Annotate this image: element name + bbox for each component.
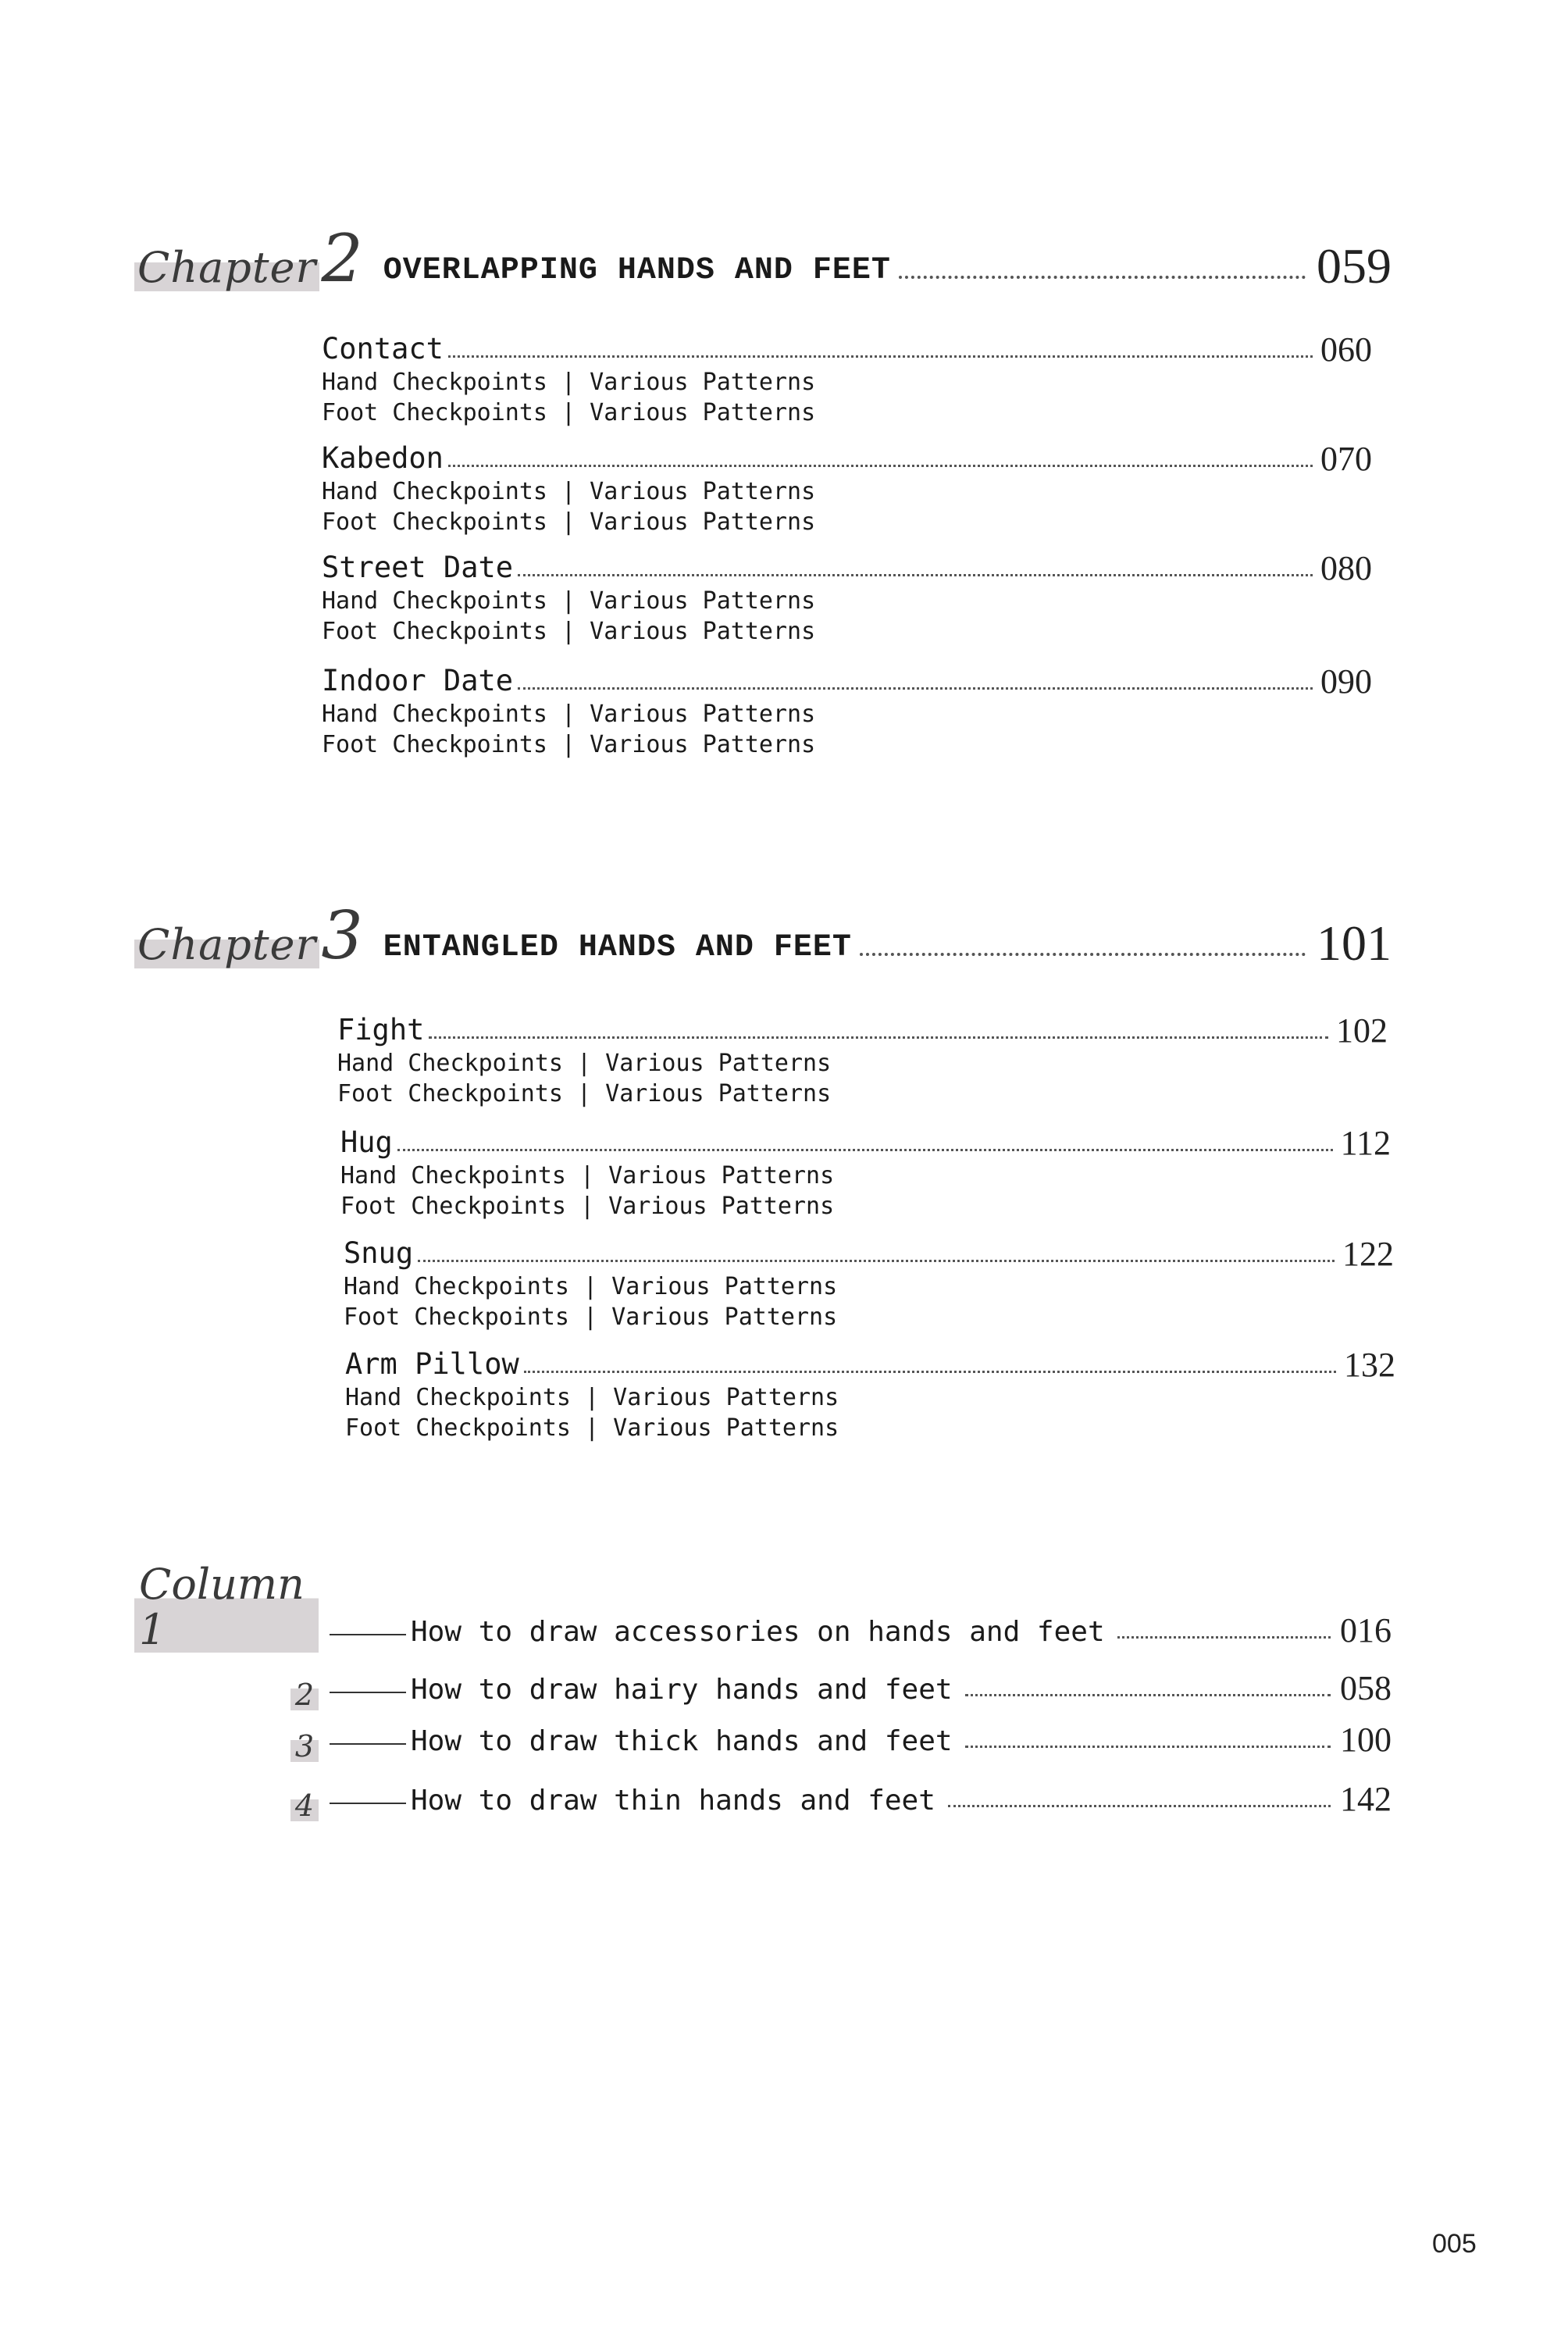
dash-rule <box>330 1743 406 1745</box>
entry-subline: Hand Checkpoints | Various Patterns <box>337 1050 832 1077</box>
chapter-page-number[interactable]: 059 <box>1317 238 1392 294</box>
entry-subline: Hand Checkpoints | Various Patterns <box>322 369 816 396</box>
column-label <box>134 1679 319 1710</box>
dash-rule <box>330 1692 406 1693</box>
entry-page-number[interactable]: 112 <box>1340 1124 1391 1162</box>
chapter-number: 2 <box>321 220 363 297</box>
column-title[interactable]: How to draw accessories on hands and feet <box>411 1616 1105 1648</box>
dot-leader <box>899 276 1306 279</box>
dot-leader <box>518 574 1313 576</box>
entry-subline: Foot Checkpoints | Various Patterns <box>340 1193 835 1220</box>
column-number: 2 <box>290 1679 319 1710</box>
chapter-3-label <box>134 897 363 974</box>
entry-title[interactable]: Street Date <box>322 551 514 584</box>
chapter-number: 3 <box>321 897 363 974</box>
column-entry-4[interactable] <box>134 1767 1392 1821</box>
chapter-page-number[interactable]: 101 <box>1317 915 1392 971</box>
dot-leader <box>524 1371 1336 1373</box>
column-title[interactable]: How to draw thin hands and feet <box>411 1785 935 1817</box>
column-page-number[interactable]: 016 <box>1340 1611 1392 1649</box>
toc-entry-street-date[interactable] <box>322 545 1372 647</box>
entry-page-number[interactable]: 102 <box>1336 1011 1388 1050</box>
column-number: 4 <box>290 1790 319 1821</box>
entry-subline: Hand Checkpoints | Various Patterns <box>340 1162 835 1189</box>
column-label <box>134 1562 319 1653</box>
column-page-number[interactable]: 058 <box>1340 1669 1392 1707</box>
toc-entry-kabedon[interactable] <box>322 436 1372 537</box>
page-folio: 005 <box>1432 2229 1477 2259</box>
dot-leader <box>518 687 1313 690</box>
entry-page-number[interactable]: 080 <box>1320 549 1372 587</box>
column-number: 1 <box>139 1605 166 1654</box>
dot-leader <box>965 1746 1331 1748</box>
column-label <box>134 1731 319 1762</box>
toc-entry-arm-pillow[interactable] <box>345 1342 1395 1443</box>
column-title[interactable]: How to draw thick hands and feet <box>411 1725 953 1757</box>
column-page-number[interactable]: 142 <box>1340 1780 1392 1818</box>
entry-page-number[interactable]: 132 <box>1344 1346 1395 1384</box>
entry-subline: Foot Checkpoints | Various Patterns <box>322 618 816 645</box>
entry-title[interactable]: Hug <box>340 1125 393 1159</box>
entry-subline: Hand Checkpoints | Various Patterns <box>322 701 816 728</box>
column-entry-3[interactable] <box>134 1707 1392 1762</box>
entry-subline: Foot Checkpoints | Various Patterns <box>344 1303 838 1331</box>
entry-page-number[interactable]: 090 <box>1320 662 1372 701</box>
dot-leader <box>448 355 1313 358</box>
dot-leader <box>948 1805 1331 1807</box>
entry-subline: Foot Checkpoints | Various Patterns <box>322 399 816 426</box>
entry-subline: Foot Checkpoints | Various Patterns <box>337 1080 832 1107</box>
entry-page-number[interactable]: 122 <box>1342 1235 1394 1273</box>
dot-leader <box>1117 1636 1331 1639</box>
chapter-3-heading <box>134 897 1392 974</box>
entry-subline: Hand Checkpoints | Various Patterns <box>322 478 816 505</box>
column-entry-2[interactable] <box>134 1656 1392 1710</box>
dash-rule <box>330 1634 406 1635</box>
dot-leader <box>429 1036 1328 1039</box>
chapter-title[interactable]: OVERLAPPING HANDS AND FEET <box>383 253 891 288</box>
dot-leader <box>448 465 1313 467</box>
entry-subline: Hand Checkpoints | Various Patterns <box>344 1273 838 1300</box>
column-page-number[interactable]: 100 <box>1340 1721 1392 1759</box>
entry-page-number[interactable]: 060 <box>1320 330 1372 369</box>
chapter-word: Chapter <box>134 922 319 968</box>
entry-title[interactable]: Indoor Date <box>322 664 514 697</box>
entry-title[interactable]: Contact <box>322 332 444 366</box>
toc-entry-snug[interactable] <box>344 1231 1394 1332</box>
toc-entry-hug[interactable] <box>340 1120 1391 1221</box>
chapter-word: Chapter <box>134 244 319 291</box>
entry-title[interactable]: Arm Pillow <box>345 1347 519 1381</box>
chapter-2-label <box>134 220 363 297</box>
column-word: Column 1 <box>134 1562 319 1653</box>
entry-subline: Hand Checkpoints | Various Patterns <box>322 587 816 615</box>
entry-subline: Foot Checkpoints | Various Patterns <box>322 508 816 536</box>
toc-entry-contact[interactable] <box>322 326 1372 428</box>
dot-leader <box>418 1260 1335 1262</box>
entry-subline: Foot Checkpoints | Various Patterns <box>322 731 816 758</box>
entry-page-number[interactable]: 070 <box>1320 440 1372 478</box>
entry-subline: Foot Checkpoints | Various Patterns <box>345 1414 839 1442</box>
dot-leader <box>860 953 1306 956</box>
column-entry-1[interactable] <box>134 1560 1392 1654</box>
dot-leader <box>965 1694 1331 1696</box>
entry-title[interactable]: Kabedon <box>322 441 444 475</box>
column-title[interactable]: How to draw hairy hands and feet <box>411 1674 953 1706</box>
toc-entry-indoor-date[interactable] <box>322 658 1372 760</box>
chapter-title[interactable]: ENTANGLED HANDS AND FEET <box>383 930 852 965</box>
dot-leader <box>397 1149 1333 1151</box>
column-label <box>134 1790 319 1821</box>
entry-title[interactable]: Fight <box>337 1013 425 1047</box>
dash-rule <box>330 1803 406 1804</box>
toc-entry-fight[interactable] <box>337 1007 1388 1109</box>
entry-title[interactable]: Snug <box>344 1236 414 1270</box>
column-number: 3 <box>290 1731 319 1762</box>
chapter-2-heading <box>134 220 1392 297</box>
entry-subline: Hand Checkpoints | Various Patterns <box>345 1384 839 1411</box>
